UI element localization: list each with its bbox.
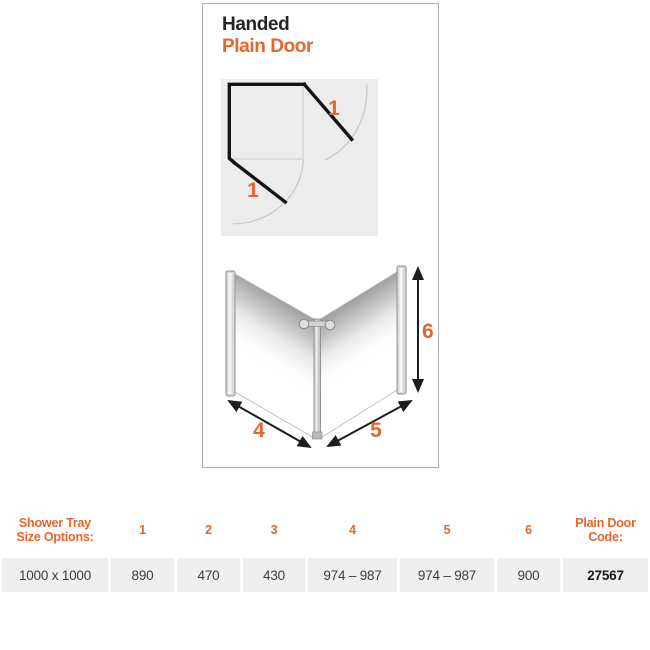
door2-open-line (234, 163, 285, 202)
col-header-2: 2 (205, 523, 212, 537)
cell-dim-2: 470 (177, 558, 240, 592)
hinge-knob-left (299, 319, 309, 329)
col-header-code (563, 516, 648, 544)
cell-door-code: 27567 (563, 558, 648, 592)
cell-dim-1: 890 (111, 558, 174, 592)
col-header-6: 6 (525, 523, 532, 537)
tray-walls (229, 84, 304, 162)
cell-dim-5: 974 – 987 (400, 558, 494, 592)
col-header-tray-size-line1: Shower Tray (18, 516, 92, 530)
cell-dim-4: 974 – 987 (308, 558, 397, 592)
col-header-1: 1 (139, 523, 146, 537)
cell-dim-6: 900 (497, 558, 560, 592)
left-glass-panel (235, 274, 314, 438)
plan-door2-label: 1 (247, 179, 259, 202)
iso-view-box (221, 261, 436, 461)
plan-door1-label: 1 (328, 97, 340, 120)
product-spec-panel (202, 3, 439, 468)
plan-view-diagram (221, 79, 378, 236)
left-post-highlight (229, 273, 232, 394)
col-header-5: 5 (443, 523, 451, 537)
col-header-code-line2: Code: (588, 530, 623, 544)
right-post-highlight (400, 268, 403, 392)
dim-label-left-width: 4 (253, 419, 265, 442)
col-header-3: 3 (270, 523, 278, 537)
door1-swing-arc (325, 84, 367, 160)
isometric-diagram (221, 261, 436, 461)
dim-label-height: 6 (422, 320, 434, 343)
col-header-4: 4 (349, 523, 356, 537)
cell-dim-3: 430 (243, 558, 305, 592)
dim-label-right-width: 5 (370, 419, 382, 442)
cell-tray-size: 1000 x 1000 (2, 558, 108, 592)
col-header-tray-size (2, 516, 108, 544)
center-post-foot (313, 432, 323, 439)
plan-view-box (221, 79, 378, 236)
spec-table-data-row (2, 558, 648, 592)
spec-table-header-row (2, 506, 648, 554)
col-header-tray-size-line2: Size Options: (16, 530, 94, 544)
col-header-code-line1: Plain Door (575, 516, 636, 530)
right-glass-panel (321, 272, 398, 438)
hinge-knob-right (325, 320, 335, 330)
panel-subtitle: Plain Door (222, 36, 314, 57)
panel-title: Handed (222, 14, 290, 35)
tray-faint-edges (231, 86, 303, 159)
center-post-highlight (316, 320, 318, 434)
